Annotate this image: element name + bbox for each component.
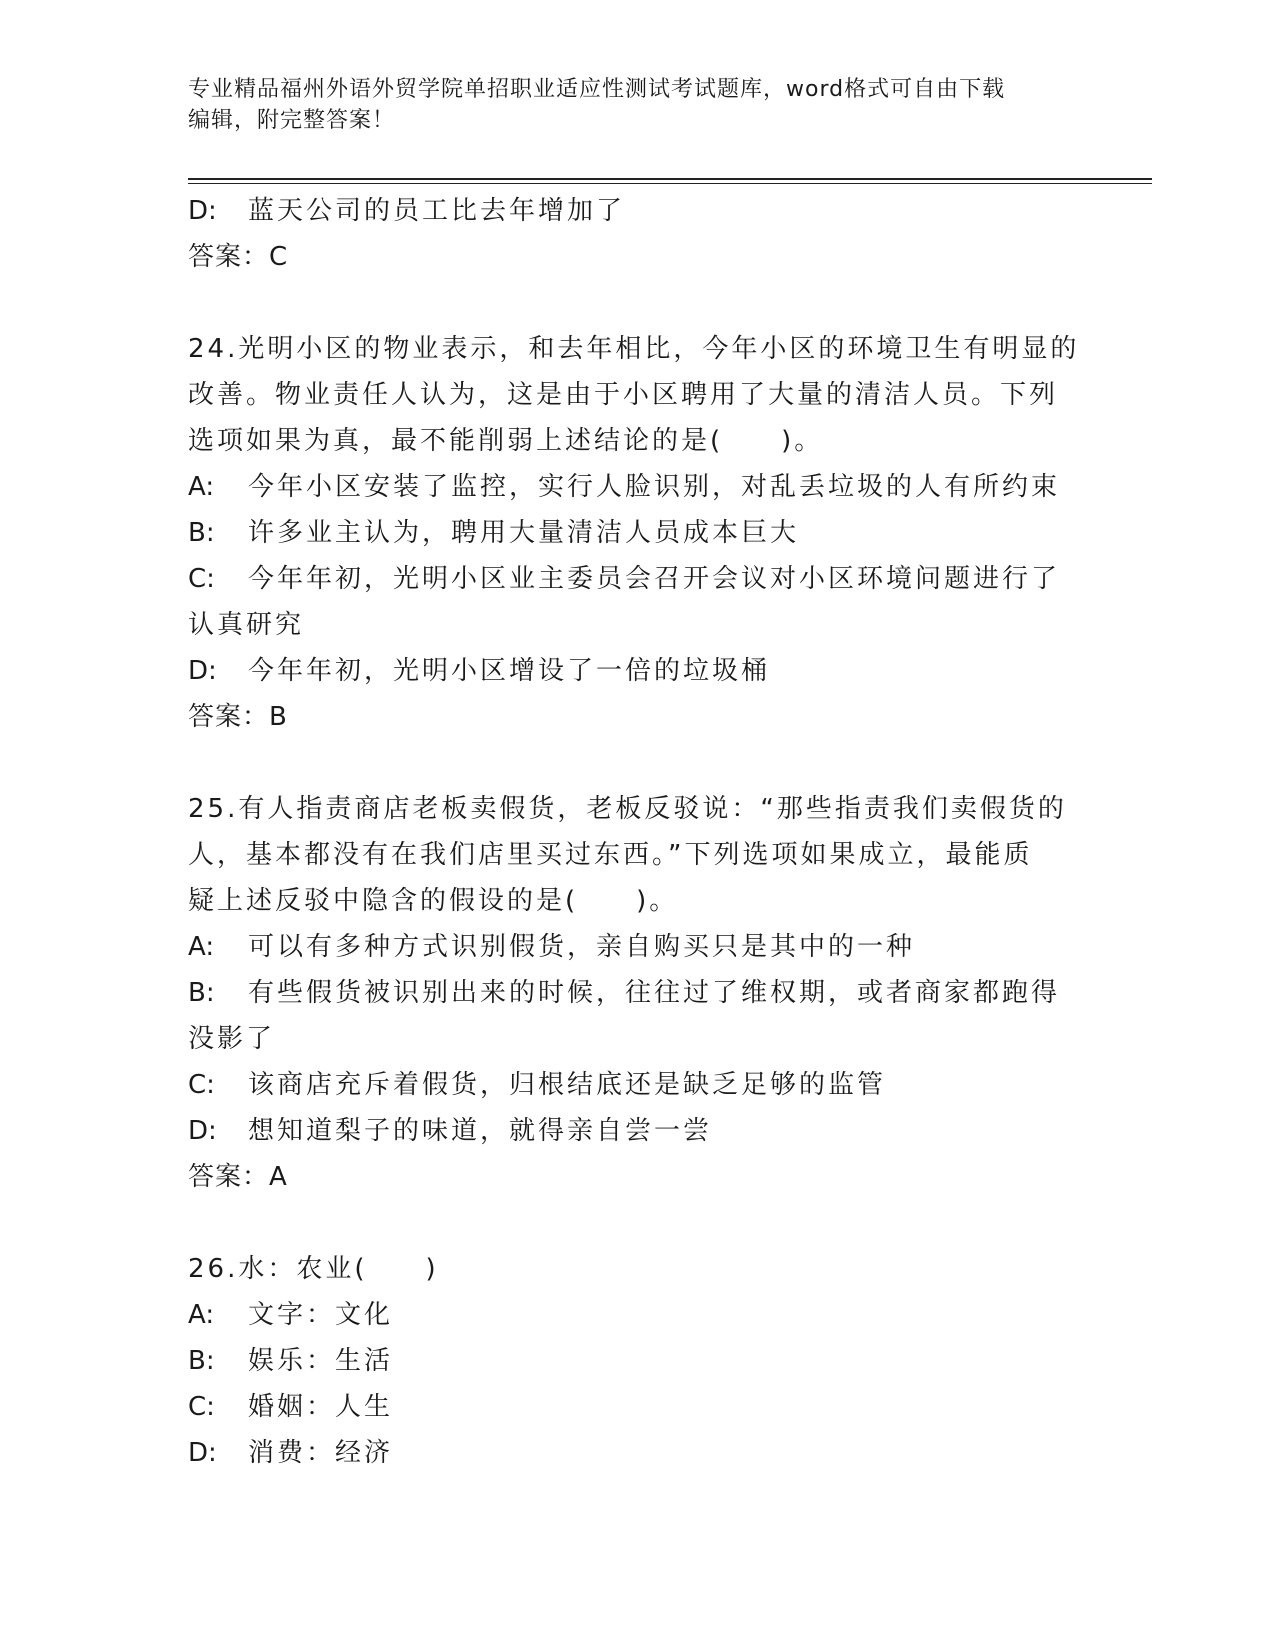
- option-c: [188, 556, 1088, 602]
- question-24: [188, 326, 1088, 740]
- option-a: [188, 924, 1088, 970]
- option-text: 娱乐：生活: [248, 1346, 394, 1376]
- question-stem-line: 选项如果为真，最不能削弱上述结论的是( )。: [188, 426, 824, 456]
- question-stem-line: 26.水：农业( ): [188, 1254, 439, 1284]
- header-line-1: 专业精品福州外语外贸学院单招职业适应性测试考试题库，word格式可自由下载: [188, 77, 1006, 102]
- option-letter: D:: [188, 196, 217, 226]
- option-text: 今年年初，光明小区业主委员会召开会议对小区环境问题进行了: [248, 564, 1061, 594]
- option-letter: B:: [188, 978, 215, 1008]
- question-stem-line: 24.光明小区的物业表示，和去年相比，今年小区的环境卫生有明显的: [188, 334, 1080, 364]
- option-text: 婚姻：人生: [248, 1392, 394, 1422]
- option-b: [188, 510, 1088, 556]
- option-b: [188, 970, 1088, 1016]
- option-continuation: 认真研究: [188, 610, 305, 640]
- header-rule-thick: [188, 178, 1152, 180]
- prev-answer: 答案：C: [188, 242, 289, 272]
- header-line-2: 编辑，附完整答案！: [188, 108, 396, 133]
- option-d: [188, 648, 1088, 694]
- option-text: 想知道梨子的味道，就得亲自尝一尝: [248, 1116, 713, 1146]
- option-letter: C:: [188, 1392, 215, 1422]
- questions-content: [188, 188, 1088, 1476]
- option-c: [188, 1384, 1088, 1430]
- option-text: 有些假货被识别出来的时候，往往过了维权期，或者商家都跑得: [248, 978, 1061, 1008]
- question-25: [188, 786, 1088, 1200]
- option-letter: D:: [188, 1116, 217, 1146]
- option-letter: A:: [188, 1300, 215, 1330]
- option-b: [188, 1338, 1088, 1384]
- option-text: 今年小区安装了监控，实行人脸识别，对乱丢垃圾的人有所约束: [248, 472, 1061, 502]
- answer: 答案：A: [188, 1162, 288, 1192]
- option-c: [188, 1062, 1088, 1108]
- option-letter: D:: [188, 656, 217, 686]
- option-continuation: 没影了: [188, 1024, 276, 1054]
- question-stem-line: 改善。物业责任人认为，这是由于小区聘用了大量的清洁人员。下列: [188, 380, 1059, 410]
- option-letter: B:: [188, 518, 215, 548]
- option-letter: C:: [188, 564, 215, 594]
- answer: 答案：B: [188, 702, 288, 732]
- question-stem-line: 人，基本都没有在我们店里买过东西。”下列选项如果成立，最能质: [188, 840, 1033, 870]
- option-a: [188, 464, 1088, 510]
- option-text: 可以有多种方式识别假货，亲自购买只是其中的一种: [248, 932, 916, 962]
- option-letter: A:: [188, 472, 215, 502]
- spacer: [188, 1200, 1088, 1246]
- option-text: 该商店充斥着假货，归根结底还是缺乏足够的监管: [248, 1070, 887, 1100]
- question-stem-line: 25.有人指责商店老板卖假货，老板反驳说：“那些指责我们卖假货的: [188, 794, 1067, 824]
- option-text: 蓝天公司的员工比去年增加了: [248, 196, 626, 226]
- page-header: [188, 74, 1088, 136]
- header-rule-thin: [188, 183, 1152, 184]
- option-d: [188, 1430, 1088, 1476]
- option-letter: D:: [188, 1438, 217, 1468]
- option-letter: B:: [188, 1346, 215, 1376]
- option-text: 今年年初，光明小区增设了一倍的垃圾桶: [248, 656, 771, 686]
- question-stem-line: 疑上述反驳中隐含的假设的是( )。: [188, 886, 679, 916]
- option-letter: C:: [188, 1070, 215, 1100]
- option-d: [188, 1108, 1088, 1154]
- option-letter: A:: [188, 932, 215, 962]
- option-text: 许多业主认为，聘用大量清洁人员成本巨大: [248, 518, 800, 548]
- question-26: [188, 1246, 1088, 1476]
- spacer: [188, 280, 1088, 326]
- option-a: [188, 1292, 1088, 1338]
- prev-option-d: [188, 188, 1088, 234]
- option-text: 消费：经济: [248, 1438, 394, 1468]
- spacer: [188, 740, 1088, 786]
- option-text: 文字：文化: [248, 1300, 394, 1330]
